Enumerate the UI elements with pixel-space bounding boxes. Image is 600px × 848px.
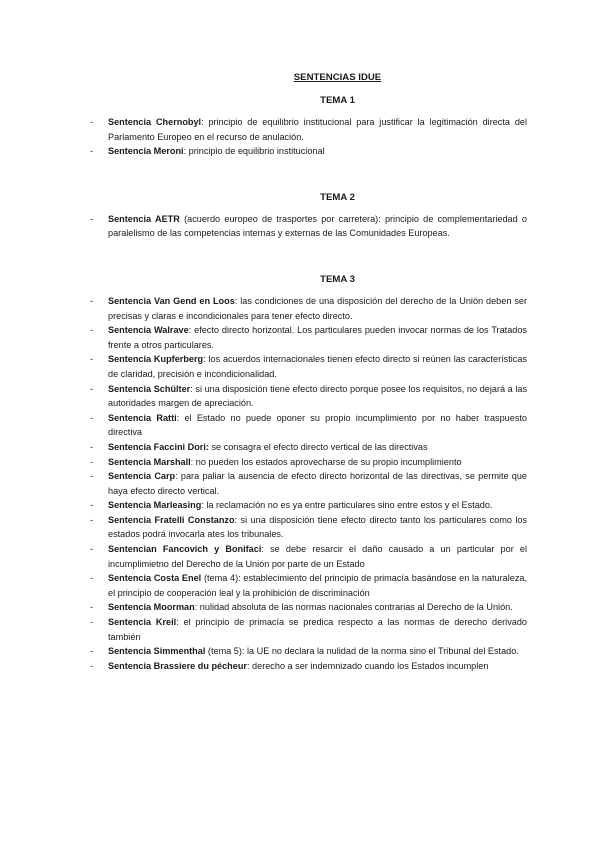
sentence-separator: : — [175, 471, 181, 482]
sentence-item — [90, 644, 527, 659]
sentence-name: Sentencia Kupferberg — [108, 354, 204, 365]
sentence-description: se debe resarcir el daño causado a un particular por el incumplimietno del Derecho de la Unión por parte de un Estado — [108, 544, 527, 569]
dash-bullet-icon: - — [90, 295, 94, 306]
dash-bullet-icon: - — [90, 617, 94, 628]
sentence-description: (tema 5): la UE no declara la nulidad de la norma sino el Tribunal del Estado. — [207, 646, 519, 657]
sentence-name: Sentencia Schülter — [108, 383, 191, 394]
sentence-description: principio de equilibrio institucional para justificar la legitimación directa del Parlamento Europeo en el recurso de anulación. — [108, 117, 527, 142]
dash-bullet-icon: - — [90, 213, 94, 224]
section-heading-tema-1: TEMA 1 — [320, 95, 355, 106]
sentence-description: se consagra el efecto directo vertical de las directivas — [211, 441, 428, 452]
dash-bullet-icon: - — [90, 514, 94, 525]
sentence-description: derecho a ser indemnizado cuando los Estados incumplen — [252, 660, 489, 671]
dash-bullet-icon: - — [90, 646, 94, 657]
dash-bullet-icon: - — [90, 456, 94, 467]
sentence-item — [90, 115, 527, 144]
sentence-item — [90, 571, 527, 600]
sentence-item — [90, 513, 527, 542]
document-title: SENTENCIAS IDUE — [293, 72, 382, 83]
sentence-item — [90, 440, 527, 455]
sentence-item — [90, 615, 527, 644]
sentence-description: para paliar la ausencia de efecto directo horizontal de las directivas, se permite que haya efecto directo vertical. — [108, 471, 527, 496]
sentence-list-tema-3 — [90, 294, 527, 673]
sentence-name: Sentencia Carp — [108, 471, 176, 482]
sentence-description: nulidad absoluta de las normas nacionales contrarias al Derecho de la Unión. — [199, 602, 513, 613]
sentence-name: Sentencia Marleasing — [108, 500, 202, 511]
sentence-name: Sentencia Chernobyl — [108, 117, 202, 127]
sentence-list-tema-1 — [90, 115, 527, 159]
sentence-item — [90, 469, 527, 498]
sentence-separator: : — [234, 514, 241, 525]
sentence-separator: : — [176, 412, 185, 423]
dash-bullet-icon: - — [90, 354, 94, 365]
sentence-name: Sentencia Fratelli Constanzo — [108, 514, 235, 525]
sentence-item — [90, 323, 527, 352]
sentence-separator: : — [246, 660, 253, 671]
sentence-name: Sentencia Faccini Dori: — [108, 441, 209, 452]
sentence-name: Sentencia Kreil — [108, 617, 177, 628]
sentence-name: Sentencia Van Gend en Loos — [108, 295, 235, 306]
sentence-description: efecto directo horizontal. Los particulares pueden invocar normas de los Tratados frente a otros particulares. — [108, 325, 527, 350]
sentence-item — [90, 352, 527, 381]
sentence-separator: : — [194, 602, 200, 613]
dash-bullet-icon: - — [90, 383, 94, 394]
sentence-separator: : — [203, 354, 209, 365]
sentence-item — [90, 411, 527, 440]
dash-bullet-icon: - — [90, 573, 94, 584]
dash-bullet-icon: - — [90, 441, 94, 452]
sentence-item — [90, 294, 527, 323]
sentence-item — [90, 455, 527, 470]
section-heading-tema-2: TEMA 2 — [320, 191, 355, 203]
sentence-description: la reclamación no es ya entre particulares sino entre estos y el Estado. — [206, 500, 493, 511]
dash-bullet-icon: - — [90, 325, 94, 336]
dash-bullet-icon: - — [90, 660, 94, 671]
dash-bullet-icon: - — [90, 146, 94, 157]
sentence-item — [90, 542, 527, 571]
dash-bullet-icon: - — [90, 544, 94, 555]
sentence-separator: : — [261, 544, 271, 555]
sentence-name: Sentencia Simmenthal — [108, 646, 206, 657]
sentence-name: Sentencia Ratti — [108, 412, 177, 423]
sentence-item — [90, 659, 527, 674]
dash-bullet-icon: - — [90, 117, 94, 127]
sentence-name: Sentencia Walrave — [108, 325, 189, 336]
sentence-name: Sentencia Moorman — [108, 602, 195, 613]
sentence-description: si una disposición tiene efecto directo tanto los particulares como los estados podrá invocarla ates los tribunales. — [108, 514, 528, 540]
sentence-description: el Estado no puede oponer su propio incumplimiento por no haber traspuesto directiva — [108, 412, 528, 438]
sentence-name: Sentencia Marshall — [108, 456, 191, 467]
sentence-name: Sentencian Fancovich y Bonifaci — [108, 544, 262, 555]
sentence-description: (tema 4): establecimiento del principio de primacía basándose en la naturaleza, el principio de cooperación leal y la prohibición de discriminación — [108, 573, 527, 598]
sentence-description: los acuerdos internacionales tienen efecto directo si reúnen las características de claridad, precisión e incondicionalidad. — [108, 354, 527, 379]
sentence-name: Sentencia AETR — [108, 213, 180, 224]
sentence-item — [90, 382, 527, 411]
sentence-description: el principio de primacía se predica respecto a las normas de derecho derivado también — [108, 617, 527, 642]
sentence-description: no pueden los estados aprovecharse de su propio incumplimiento — [195, 456, 462, 467]
dash-bullet-icon: - — [90, 471, 94, 482]
sentence-separator: : — [201, 117, 209, 127]
sentence-name: Sentencia Brassiere du pécheur — [108, 660, 247, 671]
sentence-item — [90, 212, 527, 241]
sentence-description: principio de equilibrio institucional — [188, 146, 325, 157]
sentence-description: las condiciones de una disposición del derecho de la Unión deben ser precisas y claras e incondicionales para tener efecto directo. — [108, 295, 527, 321]
sentence-description: (acuerdo europeo de trasportes por carretera): principio de complementariedad o paralelismo de las competencias internas y externas de las Comunidades Europeas. — [108, 213, 527, 239]
sentence-separator: : — [190, 383, 196, 394]
sentence-separator: : — [183, 146, 189, 157]
sentence-description: si una disposición tiene efecto directo porque posee los requisitos, no dejará a las autoridades margen de apreciación. — [108, 383, 528, 409]
sentence-name: Sentencia Meroni — [108, 146, 184, 157]
dash-bullet-icon: - — [90, 500, 94, 511]
sentence-separator: : — [201, 500, 207, 511]
sentence-separator: : — [188, 325, 195, 336]
dash-bullet-icon: - — [90, 412, 94, 423]
sentence-item — [90, 144, 527, 159]
sentence-item — [90, 498, 527, 513]
sentence-separator: : — [176, 617, 184, 628]
sentence-name: Sentencia Costa Enel — [108, 573, 202, 584]
sentence-separator: : — [190, 456, 196, 467]
sentence-item — [90, 600, 527, 615]
sentence-list-tema-2 — [90, 212, 527, 241]
sentence-separator: : — [234, 295, 241, 306]
dash-bullet-icon: - — [90, 602, 94, 613]
section-heading-tema-3: TEMA 3 — [320, 273, 355, 285]
